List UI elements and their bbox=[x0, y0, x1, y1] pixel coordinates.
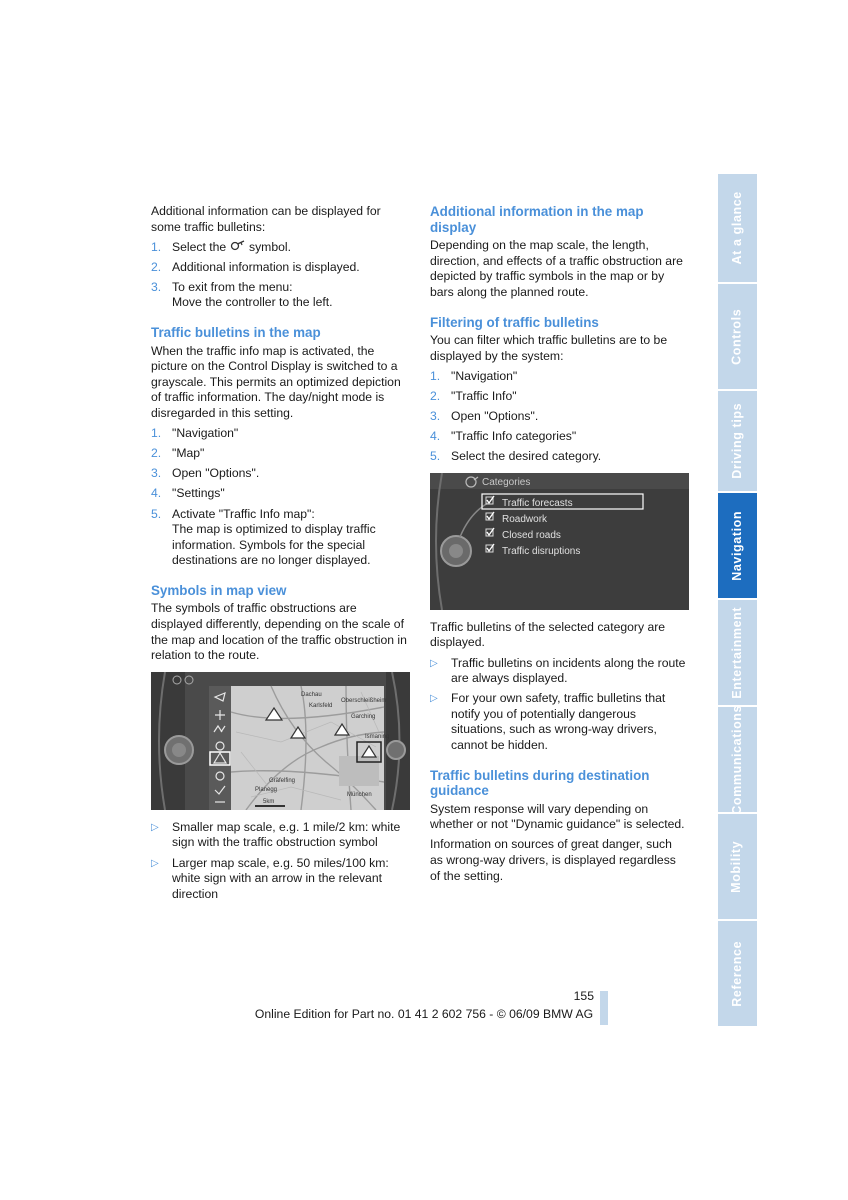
map-label: Karlsfeld bbox=[309, 702, 333, 709]
right-column bbox=[430, 204, 688, 889]
step-subtext: Move the controller to the left. bbox=[172, 295, 333, 310]
step-number: 1. bbox=[151, 426, 162, 441]
tab-label: Communications bbox=[729, 704, 744, 815]
step-subtext: The map is optimized to display traffic information. Symbols for the special destinations are no longer displayed. bbox=[172, 522, 376, 568]
tab-label: Entertainment bbox=[729, 606, 744, 699]
tab-mobility[interactable] bbox=[718, 814, 757, 919]
displayed-bulletins-bullets bbox=[430, 656, 688, 754]
tab-at-a-glance[interactable] bbox=[718, 174, 757, 282]
step-number: 4. bbox=[430, 429, 441, 444]
category-item: Traffic forecasts bbox=[502, 497, 573, 509]
step-number: 3. bbox=[151, 279, 162, 294]
filtering-text: You can filter which traffic bulletins are to be displayed by the system: bbox=[430, 333, 668, 363]
category-item: Closed roads bbox=[502, 529, 561, 541]
guidance-text-1: System response will vary depending on whether or not "Dynamic guidance" is selected. bbox=[430, 801, 685, 832]
tab-label: Mobility bbox=[729, 840, 744, 893]
step-text: "Settings" bbox=[172, 486, 225, 501]
step-number: 2. bbox=[151, 446, 162, 461]
intro-text: Additional information can be displayed for some traffic bulletins: bbox=[151, 204, 381, 234]
list-item bbox=[151, 280, 409, 311]
map-label: Dachau bbox=[301, 691, 322, 698]
step-number: 3. bbox=[151, 466, 162, 481]
list-item bbox=[430, 429, 688, 445]
step-text: Open "Options". bbox=[451, 409, 539, 424]
tab-label: At a glance bbox=[729, 191, 744, 265]
step-number: 2. bbox=[430, 388, 441, 403]
guidance-text-2: Information on sources of great danger, such as wrong-way drivers, is displayed regardless of the setting. bbox=[430, 837, 676, 883]
list-item bbox=[430, 409, 688, 425]
page-number: 155 bbox=[573, 989, 594, 1003]
list-item bbox=[151, 426, 409, 442]
heading-traffic-bulletins-map: Traffic bulletins in the map bbox=[151, 325, 321, 341]
map-scale-label: 5km bbox=[263, 798, 275, 805]
tab-label: Reference bbox=[729, 940, 744, 1007]
map-label: München bbox=[347, 791, 372, 798]
step-text: "Map" bbox=[172, 446, 205, 461]
step-text: Activate "Traffic Info map": bbox=[172, 506, 315, 521]
list-item bbox=[151, 466, 409, 482]
step-text: "Navigation" bbox=[172, 426, 239, 441]
step-text: Select the bbox=[172, 239, 227, 254]
categories-title: Categories bbox=[482, 476, 531, 488]
list-item bbox=[430, 369, 688, 385]
footer-text: Online Edition for Part no. 01 41 2 602 756 - © 06/09 BMW AG bbox=[254, 1007, 594, 1021]
list-item bbox=[151, 446, 409, 462]
map-label: Ismaning bbox=[365, 733, 390, 740]
step-text: To exit from the menu: bbox=[172, 279, 293, 294]
list-item bbox=[430, 449, 688, 465]
list-item: ▷ Traffic bulletins on incidents along the route are always displayed. bbox=[430, 656, 688, 687]
list-item bbox=[151, 260, 409, 276]
list-item: ▷ Larger map scale, e.g. 50 miles/100 km: white sign with an arrow in the relevant direction bbox=[151, 856, 409, 903]
tab-label: Navigation bbox=[729, 510, 744, 581]
step-number: 5. bbox=[430, 449, 441, 464]
list-item bbox=[151, 240, 409, 256]
step-number: 4. bbox=[151, 486, 162, 501]
list-item: ▷ For your own safety, traffic bulletins that notify you of potentially dangerous situations, such as wrong-way drivers, cannot be hidden. bbox=[430, 691, 688, 753]
step-text: Open "Options". bbox=[172, 466, 260, 481]
heading-additional-info: Additional information in the map display bbox=[430, 204, 644, 235]
selected-category-text: Traffic bulletins of the selected category are displayed. bbox=[430, 619, 666, 650]
left-column bbox=[151, 204, 409, 907]
heading-filtering: Filtering of traffic bulletins bbox=[430, 314, 599, 330]
map-label: Garching bbox=[351, 713, 376, 720]
tab-label: Driving tips bbox=[729, 403, 744, 479]
list-item bbox=[430, 389, 688, 405]
tab-driving-tips[interactable] bbox=[718, 391, 757, 491]
step-text: "Navigation" bbox=[451, 368, 518, 383]
categories-screenshot bbox=[430, 473, 689, 610]
tab-entertainment[interactable] bbox=[718, 600, 757, 705]
step-text: "Traffic Info categories" bbox=[451, 429, 577, 444]
step-text: Select the desired category. bbox=[451, 449, 602, 464]
info-symbol-icon bbox=[230, 240, 246, 252]
tab-navigation[interactable] bbox=[718, 493, 757, 598]
list-item: ▷ Smaller map scale, e.g. 1 mile/2 km: white sign with the traffic obstruction symbol bbox=[151, 820, 409, 851]
step-number: 1. bbox=[430, 368, 441, 383]
traffic-map-screenshot bbox=[151, 672, 410, 810]
symbols-text: The symbols of traffic obstructions are displayed differently, depending on the scale of the map and location of the traffic obstruction in relation to the route. bbox=[151, 601, 407, 663]
map-label: Gräfelfing bbox=[269, 777, 296, 784]
step-text: "Traffic Info" bbox=[451, 388, 517, 403]
steps-list-filtering bbox=[430, 369, 688, 465]
step-number: 2. bbox=[151, 259, 162, 274]
list-item bbox=[151, 507, 409, 569]
map-scale-bullets bbox=[151, 820, 409, 902]
tab-communications[interactable] bbox=[718, 704, 757, 815]
tab-controls[interactable] bbox=[718, 284, 757, 389]
step-text: Additional information is displayed. bbox=[172, 259, 360, 274]
list-item bbox=[151, 486, 409, 502]
map-label: Planegg bbox=[255, 786, 278, 793]
steps-list-traffic-map bbox=[151, 426, 409, 569]
map-label: Oberschleißheim bbox=[341, 697, 387, 704]
additional-text: Depending on the map scale, the length, direction, and effects of a traffic obstruction are depicted by traffic symbols in the map or by bars along the planned route. bbox=[430, 238, 683, 299]
step-number: 3. bbox=[430, 409, 441, 424]
categories-screen-graphic bbox=[430, 473, 689, 610]
heading-destination-guidance: Traffic bulletins during destination guidance bbox=[430, 767, 650, 799]
step-text: symbol. bbox=[248, 239, 291, 254]
tab-label: Controls bbox=[729, 308, 744, 365]
category-item: Traffic disruptions bbox=[502, 545, 581, 557]
step-number: 1. bbox=[151, 239, 162, 254]
category-item: Roadwork bbox=[502, 513, 548, 525]
chapter-tabs bbox=[718, 174, 757, 1026]
step-number: 5. bbox=[151, 506, 162, 521]
traffic-map-text: When the traffic info map is activated, the picture on the Control Display is switched to a grayscale. This permits an optimized depiction of traffic information. The day/night mode is disregarded in this setting. bbox=[151, 343, 401, 421]
map-screen-graphic bbox=[151, 672, 410, 810]
heading-symbols-map-view: Symbols in map view bbox=[151, 582, 287, 598]
steps-list-select-symbol bbox=[151, 240, 409, 311]
